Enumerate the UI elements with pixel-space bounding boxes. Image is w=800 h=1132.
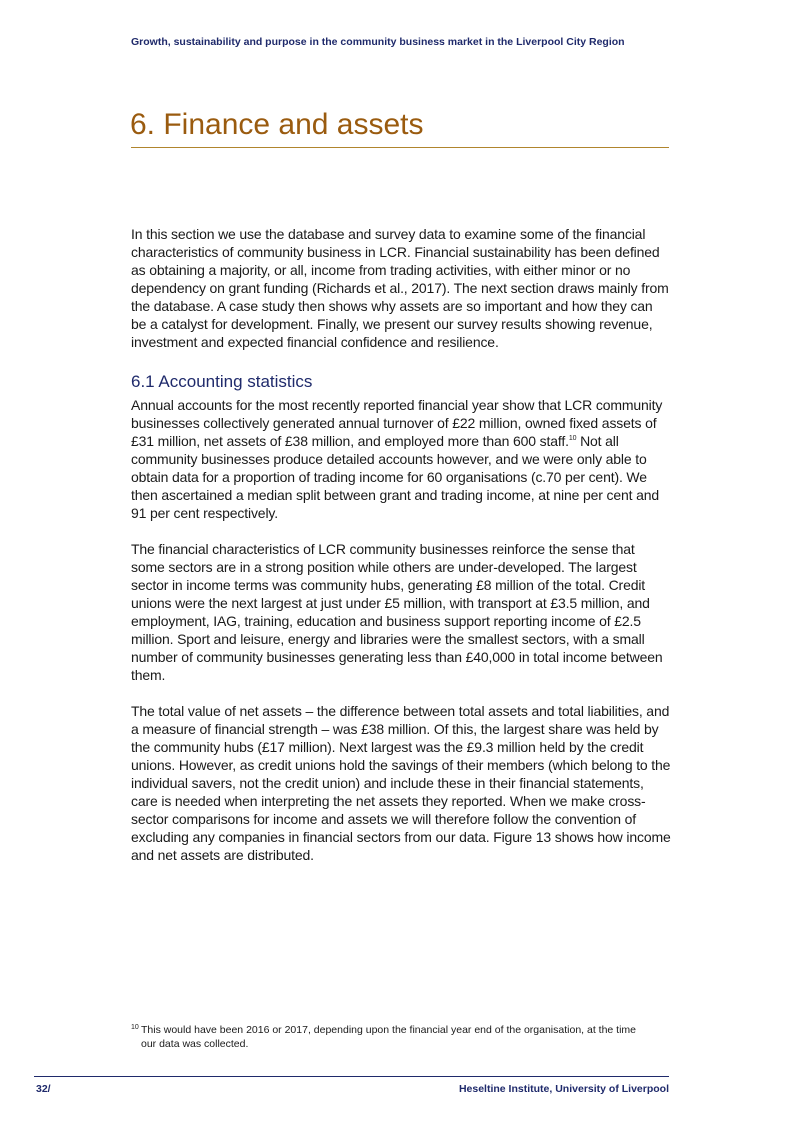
footnote-text-line2: our data was collected. [141,1038,249,1050]
chapter-title: 6. Finance and assets [130,108,424,141]
accounting-p1-text-b: Not all community businesses produce detailed accounts however, and we were only able to obtain data for a proportion of trading income for 60 organisations (c.70 per cent). We then ascertained a median split between grant and trading income, at nine per cent and 91 per cent respectively. [131,433,660,521]
footer-organisation: Heseltine Institute, University of Liverpool [458,1083,669,1095]
accounting-paragraph-1 [131,396,671,522]
accounting-p1-text-a: Annual accounts for the most recently reported financial year show that LCR community businesses collectively generated annual turnover of £22 million, owned fixed assets of £31 million, net assets of £38 million, and employed more than 600 staff. [131,397,663,449]
accounting-paragraph-3: The total value of net assets – the difference between total assets and total liabilities, and a measure of financial strength – was £38 million. Of this, the largest share was held by the community hubs (£17 million). Next largest was the £9.3 million held by the credit unions. However, as credit unions hold the savings of their members (which belong to the individual savers, not the credit union) and include these in their financial statements, care is needed when interpreting the net assets they reported. When we make cross-sector comparisons for income and assets we will therefore follow the convention of excluding any companies in financial sectors from our data. Figure 13 shows how income and net assets are distributed. [131,703,671,863]
footnote-mark: 10 [131,1024,139,1031]
running-header: Growth, sustainability and purpose in the community business market in the Liverpool City Region [131,36,625,48]
footnote-reference[interactable]: 10 [568,435,577,442]
intro-paragraph: In this section we use the database and survey data to examine some of the financial characteristics of community business in LCR. Financial sustainability has been defined as obtaining a majority, or all, income from trading activities, with either minor or no dependency on grant funding (Richards et al., 2017). The next section draws mainly from the database. A case study then shows why assets are so important and how they can be a catalyst for development. Finally, we present our survey results showing revenue, investment and expected financial confidence and resilience. [131,226,669,350]
page-number: 32/ [36,1083,51,1095]
title-divider [131,147,669,148]
section-heading-accounting-statistics: 6.1 Accounting statistics [131,372,313,391]
accounting-paragraph-2: The financial characteristics of LCR community businesses reinforce the sense that some sectors are in a strong position while others are under-developed. The largest sector in income terms was community hubs, generating £8 million of the total. Credit unions were the next largest at just under £5 million, with transport at £3.5 million, and employment, IAG, training, education and business support reporting income of £2.5 million. Sport and leisure, energy and libraries were the smallest sectors, with a small number of community businesses generating less than £40,000 in total income between them. [131,541,663,683]
footnote [131,1021,661,1051]
main-content [131,225,671,864]
footer-divider [34,1076,669,1077]
footnote-text-line1: This would have been 2016 or 2017, depending upon the financial year end of the organisation, at the time [141,1024,637,1036]
